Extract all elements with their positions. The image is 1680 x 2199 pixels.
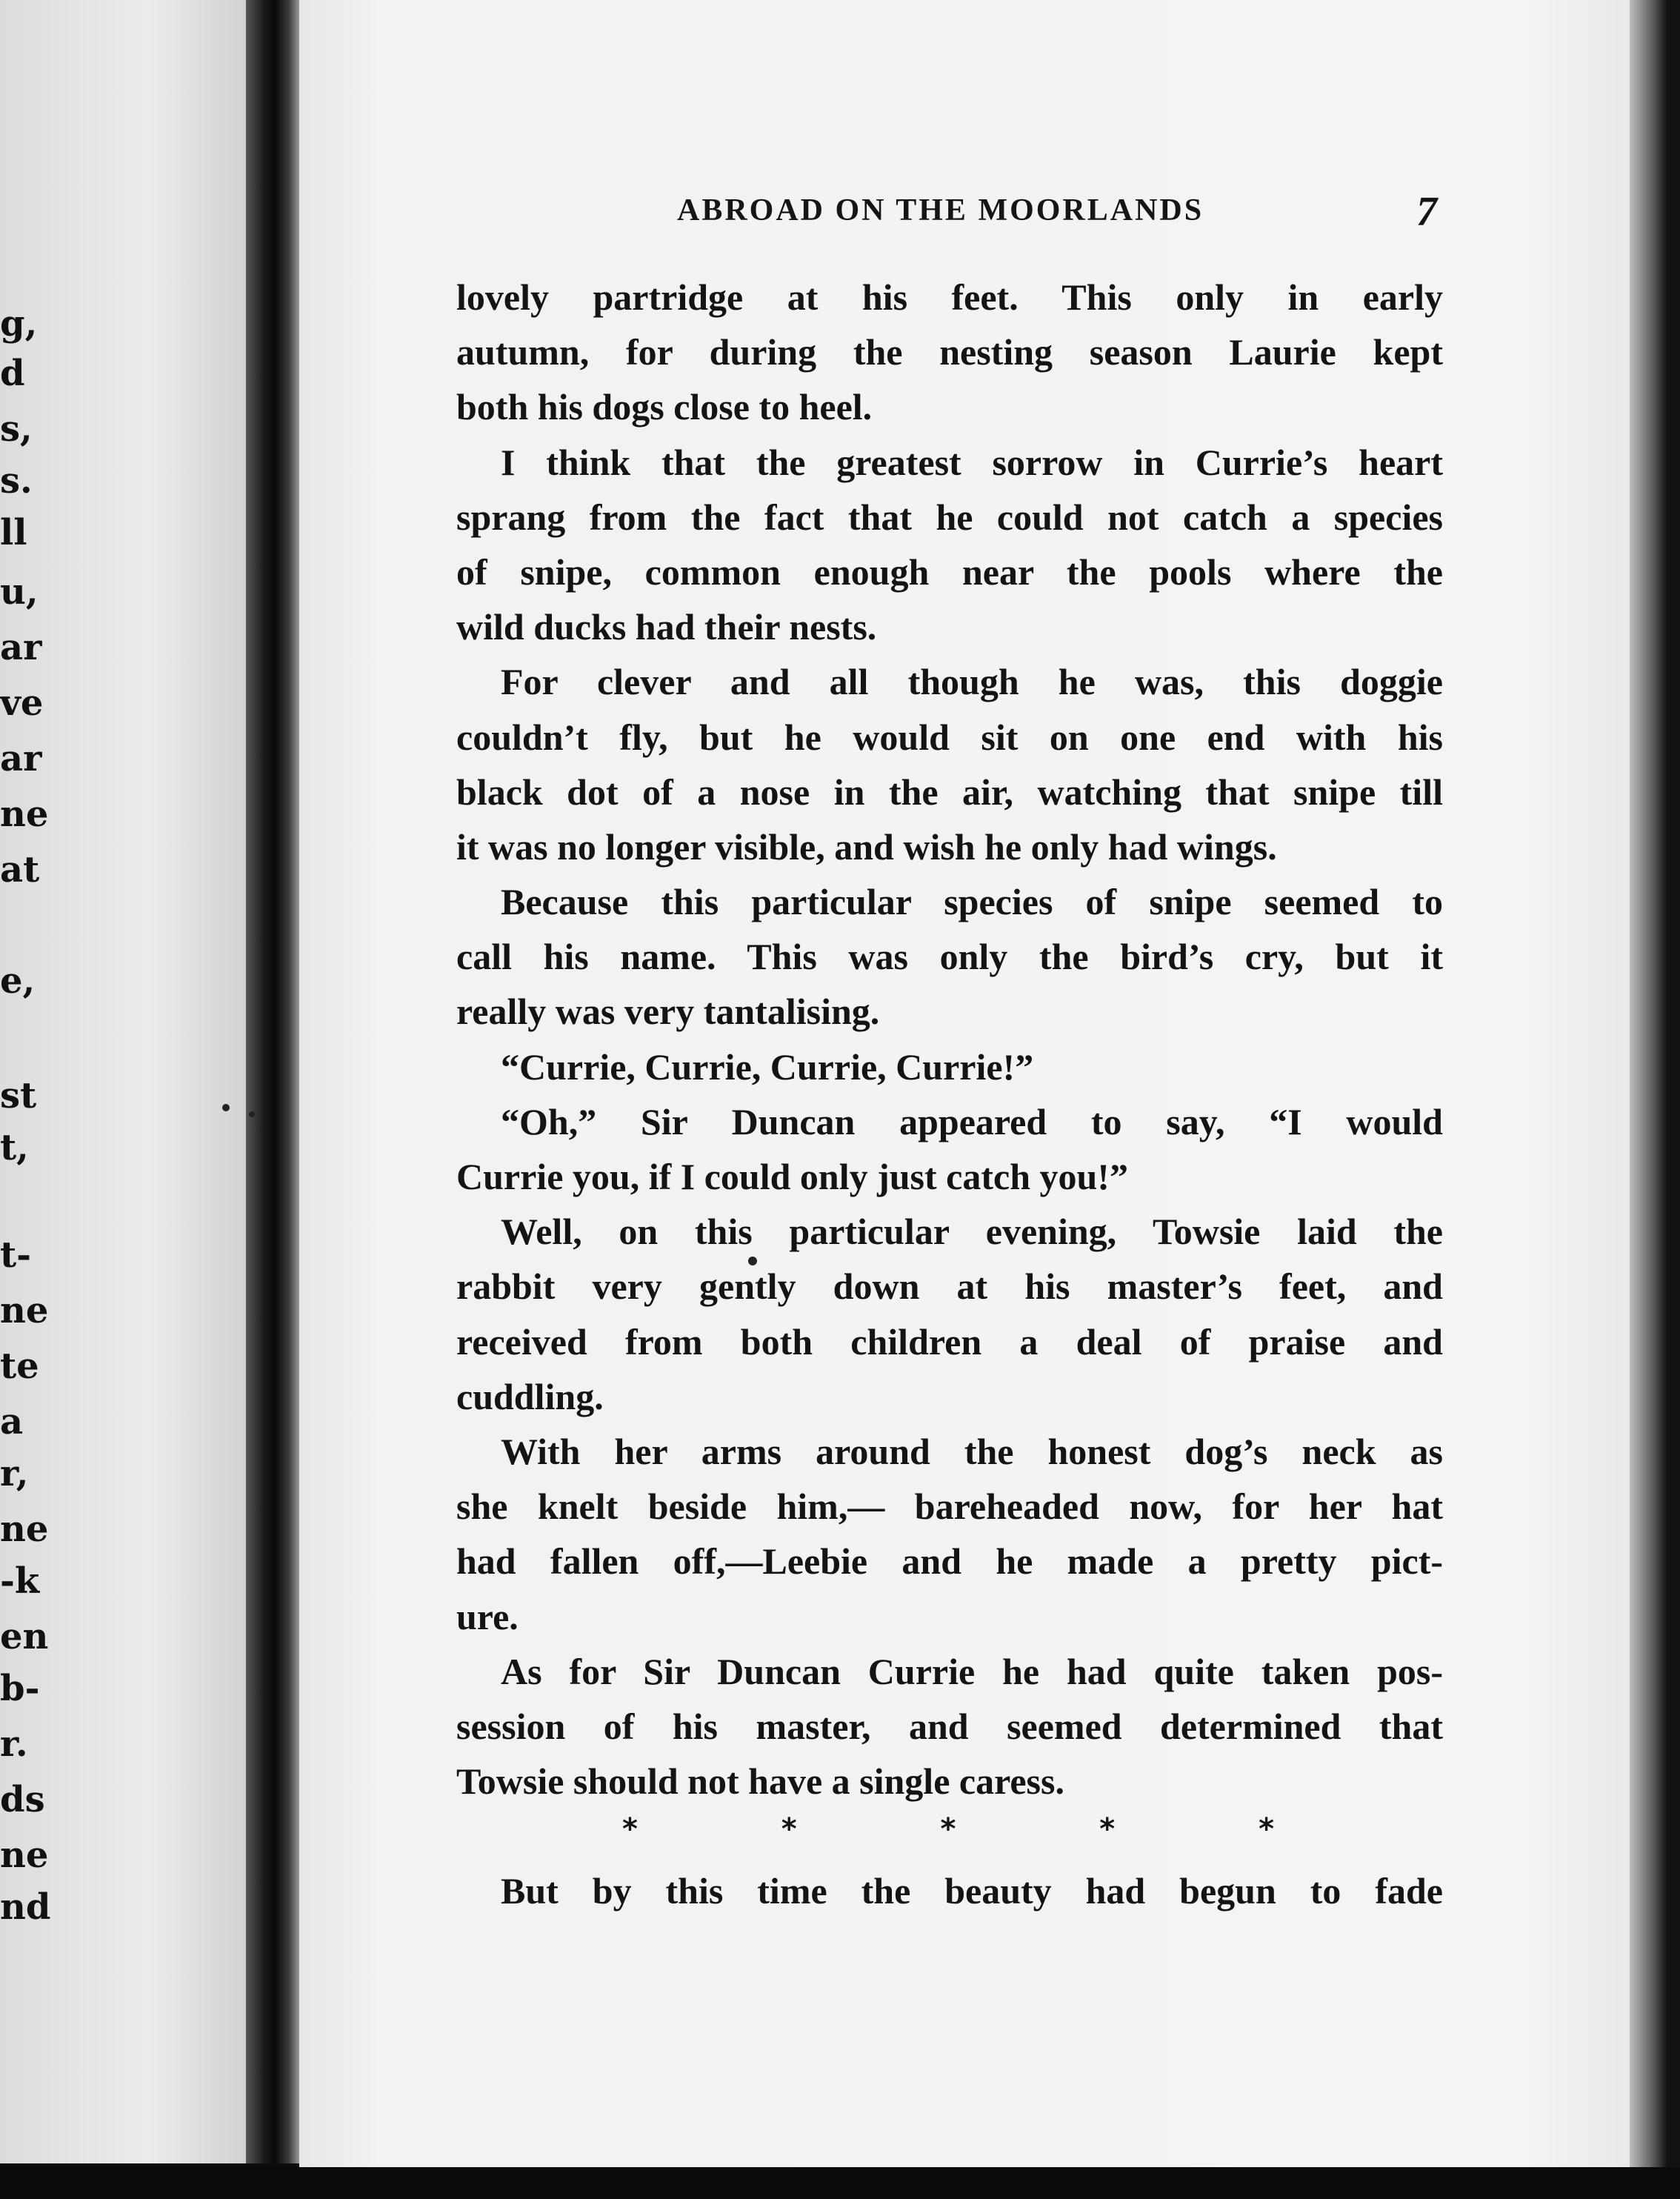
- left-page-fragment: ne: [0, 794, 49, 835]
- left-page-fragment: a: [0, 1401, 24, 1443]
- text-line: of snipe, common enough near the pools where the: [456, 550, 1443, 593]
- ink-speck: [748, 1257, 757, 1265]
- left-page-fragment: e,: [0, 960, 36, 1002]
- left-page-fragment: ll: [0, 512, 27, 553]
- left-page-fragment: ar: [0, 738, 42, 779]
- text-line: sprang from the fact that he could not catch a species: [456, 496, 1443, 538]
- section-break-star: *: [1259, 1812, 1274, 1846]
- bottom-edge: [0, 2167, 1680, 2199]
- left-page-fragment: t,: [0, 1127, 29, 1168]
- text-line: For clever and all though he was, this doggie: [501, 661, 1443, 703]
- text-line: session of his master, and seemed determined that: [456, 1705, 1443, 1747]
- text-line: Because this particular species of snipe seemed to: [501, 881, 1443, 923]
- text-line: she knelt beside him,— bareheaded now, for her hat: [456, 1486, 1443, 1528]
- body-text: [456, 270, 1443, 1809]
- left-page-fragment: ne: [0, 1508, 49, 1550]
- left-page-fragment: g,: [0, 303, 38, 345]
- text-line: As for Sir Duncan Currie he had quite taken pos-: [501, 1650, 1443, 1692]
- section-break: [622, 1812, 1274, 1846]
- left-page-fragment: d: [0, 353, 25, 394]
- left-page-fragment: en: [0, 1616, 49, 1657]
- left-page-fragment: s,: [0, 408, 33, 450]
- text-line: Towsie should not have a single caress.: [456, 1760, 1064, 1803]
- left-page-fragment: te: [0, 1345, 39, 1387]
- left-page-fragment: r,: [0, 1453, 29, 1494]
- section-break-star: *: [622, 1812, 638, 1846]
- running-head: ABROAD ON THE MOORLANDS: [677, 193, 1204, 227]
- text-line: Well, on this particular evening, Towsie laid the: [501, 1211, 1443, 1253]
- book-gutter: [246, 0, 299, 2163]
- text-line: it was no longer visible, and wish he only had wings.: [456, 825, 1277, 868]
- text-line: rabbit very gently down at his master’s feet, and: [456, 1265, 1443, 1308]
- text-line: But by this time the beauty had begun to fade: [501, 1870, 1443, 1912]
- left-page-fragment: ds: [0, 1779, 45, 1820]
- text-line: autumn, for during the nesting season Laurie kept: [456, 331, 1443, 373]
- left-page-edge: [0, 0, 246, 2163]
- left-page-fragment: t-: [0, 1234, 32, 1276]
- left-page-fragment: ne: [0, 1834, 49, 1876]
- text-line: lovely partridge at his feet. This only in early: [456, 276, 1443, 318]
- left-page-fragment: s.: [0, 460, 33, 502]
- page-number: 7: [1416, 189, 1437, 235]
- left-page-fragment: -k: [0, 1560, 40, 1602]
- text-line: had fallen off,—Leebie and he made a pretty pict-: [456, 1540, 1443, 1583]
- left-page-fragment: ne: [0, 1290, 49, 1331]
- text-line: With her arms around the honest dog’s neck as: [501, 1430, 1443, 1472]
- left-page-fragment: u,: [0, 571, 39, 613]
- text-line: ure.: [456, 1595, 519, 1637]
- text-line: “Oh,” Sir Duncan appeared to say, “I would: [501, 1100, 1443, 1142]
- text-line: “Currie, Currie, Currie, Currie!”: [501, 1045, 1034, 1088]
- ink-speck: [249, 1111, 255, 1117]
- ink-speck: [222, 1104, 230, 1111]
- left-page-fragment: st: [0, 1075, 37, 1117]
- left-page-fragment: r.: [0, 1723, 28, 1765]
- text-line: couldn’t fly, but he would sit on one end with his: [456, 716, 1443, 758]
- left-page-fragment: ar: [0, 627, 42, 668]
- section-break-star: *: [781, 1812, 797, 1846]
- final-line-block: [456, 1863, 1443, 1918]
- text-line: I think that the greatest sorrow in Currie’s heart: [501, 441, 1443, 483]
- text-line: both his dogs close to heel.: [456, 386, 873, 428]
- text-line: really was very tantalising.: [456, 991, 880, 1033]
- section-break-star: *: [1099, 1812, 1116, 1846]
- text-line: wild ducks had their nests.: [456, 606, 877, 648]
- right-page-edge: [1630, 0, 1680, 2199]
- text-line: call his name. This was only the bird’s cry, but it: [456, 936, 1443, 978]
- text-line: Currie you, if I could only just catch you!”: [456, 1156, 1128, 1197]
- left-page-fragment: at: [0, 849, 40, 891]
- text-line: received from both children a deal of praise and: [456, 1320, 1443, 1363]
- text-line: black dot of a nose in the air, watching that snipe till: [456, 771, 1443, 813]
- left-page-fragment: nd: [0, 1886, 51, 1928]
- left-page-fragment: ve: [0, 682, 44, 724]
- section-break-star: *: [940, 1812, 956, 1846]
- text-line: cuddling.: [456, 1375, 604, 1417]
- left-page-fragment: b-: [0, 1668, 40, 1709]
